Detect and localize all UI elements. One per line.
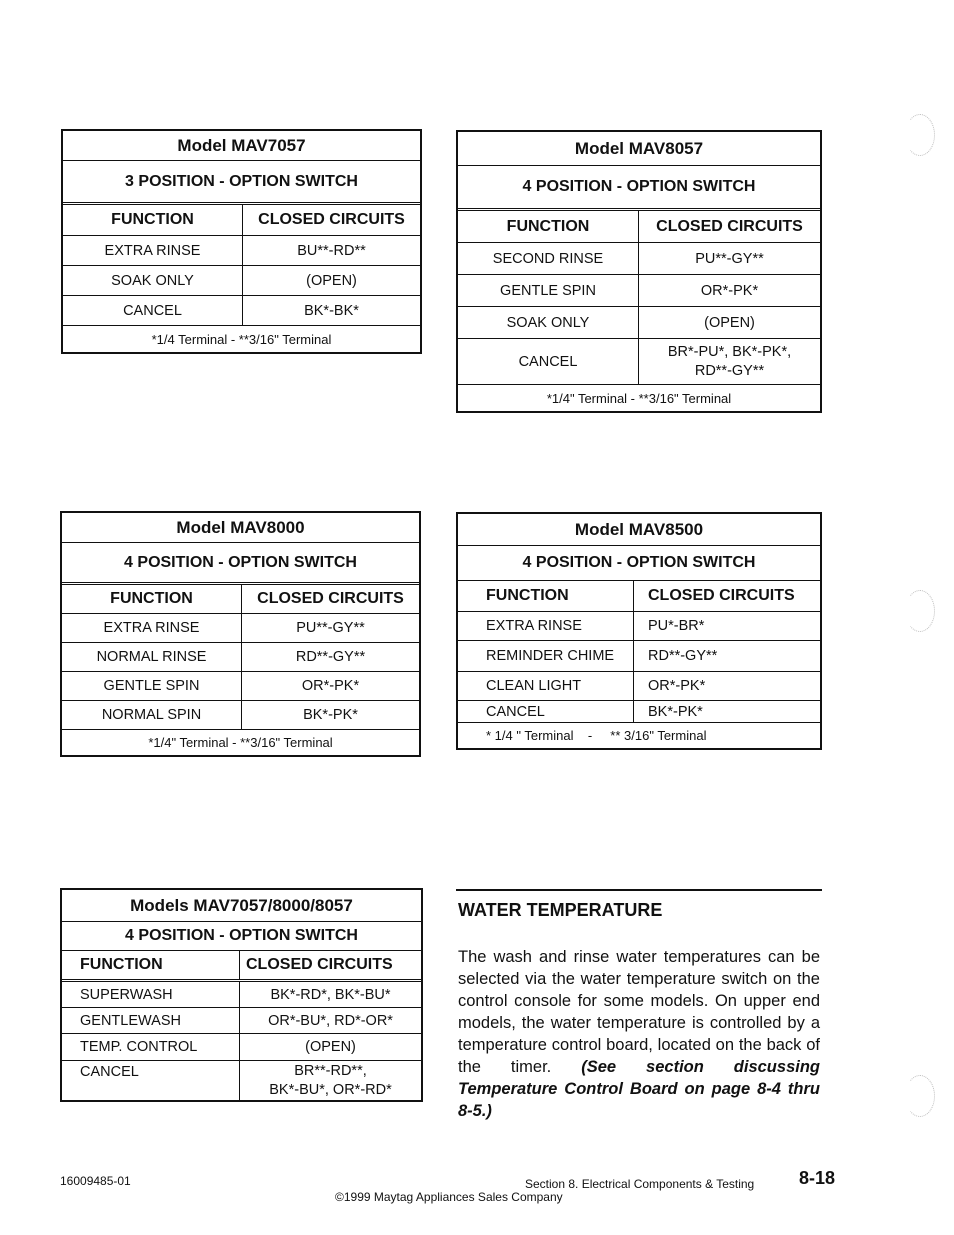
circuit-cell: OR*-PK* (648, 678, 706, 694)
function-cell: REMINDER CHIME (458, 641, 634, 671)
table-subtitle: 4 POSITION - OPTION SWITCH (522, 178, 756, 195)
header-closed-circuits: CLOSED CIRCUITS (656, 217, 803, 235)
page-number: 8-18 (799, 1168, 836, 1188)
section-body (458, 946, 820, 1122)
table-row (62, 1034, 421, 1061)
circuit-cell: OR*-BU*, RD*-OR* (268, 1012, 393, 1029)
table-mav8500 (456, 512, 822, 750)
table-header-row (62, 585, 419, 614)
table-subtitle-row (458, 546, 820, 581)
header-closed-circuits: CLOSED CIRCUITS (648, 587, 795, 604)
table-mav8000 (60, 511, 421, 757)
table-row (458, 701, 820, 723)
function-cell: CLEAN LIGHT (458, 672, 634, 700)
table-mav7057 (61, 129, 422, 354)
table-title: Model MAV7057 (177, 135, 306, 155)
section-rule (456, 889, 822, 891)
circuit-cell: (OPEN) (305, 1039, 356, 1055)
function-cell: CANCEL (62, 1061, 240, 1100)
function-cell: TEMP. CONTROL (62, 1034, 240, 1060)
table-title-row (458, 514, 820, 546)
circuit-cell: PU**-GY** (695, 250, 764, 267)
table-title-row (62, 890, 421, 922)
table-subtitle: 4 POSITION - OPTION SWITCH (522, 554, 756, 571)
section-reference: (See section discussing Temperature Control Board on page 8-4 thru 8-5.) (458, 1058, 820, 1120)
function-cell: EXTRA RINSE (62, 614, 242, 642)
header-function: FUNCTION (62, 585, 242, 613)
table-subtitle-row (63, 161, 420, 205)
table-row (458, 243, 820, 275)
function-cell: SUPERWASH (62, 982, 240, 1007)
table-subtitle: 3 POSITION - OPTION SWITCH (125, 172, 358, 190)
table-note-row (458, 385, 820, 411)
table-row (63, 296, 420, 326)
terminal-note: *1/4" Terminal - **3/16" Terminal (546, 390, 732, 406)
table-row (62, 672, 419, 701)
section-title: WATER TEMPERATURE (458, 900, 663, 920)
function-cell: GENTLEWASH (62, 1008, 240, 1033)
table-row (458, 339, 820, 385)
function-cell: CANCEL (458, 339, 639, 384)
circuit-cell: PU**-GY** (296, 620, 365, 636)
function-cell: EXTRA RINSE (458, 612, 634, 640)
table-row (62, 614, 419, 643)
circuit-cell: BR*-PU*, BK*-PK*, RD**-GY** (667, 343, 792, 379)
header-function: FUNCTION (458, 211, 639, 242)
table-header-row (62, 951, 421, 982)
function-cell: NORMAL SPIN (62, 701, 242, 729)
table-subtitle-row (458, 166, 820, 211)
circuit-cell: OR*-PK* (700, 282, 759, 299)
table-title: Model MAV8500 (574, 519, 704, 539)
header-function: FUNCTION (458, 581, 634, 611)
table-row (62, 982, 421, 1008)
function-cell: EXTRA RINSE (63, 236, 243, 265)
table-row (63, 236, 420, 266)
function-cell: GENTLE SPIN (458, 275, 639, 306)
table-note-row (62, 730, 419, 755)
header-closed-circuits: CLOSED CIRCUITS (246, 956, 393, 973)
binder-hole-mark (905, 1075, 935, 1117)
table-row (458, 641, 820, 672)
circuit-cell: OR*-PK* (301, 678, 360, 694)
table-row (458, 307, 820, 339)
table-row (62, 701, 419, 730)
table-header-row (458, 211, 820, 243)
circuit-cell: BR**-RD**, BK*-BU*, OR*-RD* (269, 1062, 392, 1098)
table-subtitle: 4 POSITION - OPTION SWITCH (125, 927, 358, 944)
terminal-note: *1/4 Terminal - **3/16" Terminal (151, 331, 332, 347)
header-function: FUNCTION (63, 205, 243, 235)
function-cell: GENTLE SPIN (62, 672, 242, 700)
section-label: Section 8. Electrical Components & Testing (525, 1177, 755, 1191)
function-cell: SOAK ONLY (458, 307, 639, 338)
section-text: The wash and rinse water temperatures can be selected via the water temperature switch on the control console for some models. On upper end models, the water temperature is controlled by a temperature control board, located on the back of the timer. (458, 948, 820, 1076)
terminal-note: * 1/4 " Terminal - ** 3/16" Terminal (486, 728, 707, 743)
table-row (62, 1061, 421, 1100)
function-cell: NORMAL RINSE (62, 643, 242, 671)
table-mav7057-8000-8057 (60, 888, 423, 1102)
table-note-row (63, 326, 420, 352)
table-row (62, 1008, 421, 1034)
binder-hole-mark (905, 590, 935, 632)
table-header-row (458, 581, 820, 612)
table-title: Model MAV8057 (574, 138, 704, 158)
circuit-cell: RD**-GY** (295, 649, 366, 665)
table-subtitle-row (62, 922, 421, 951)
circuit-cell: (OPEN) (306, 272, 357, 289)
table-row (458, 612, 820, 641)
header-closed-circuits: CLOSED CIRCUITS (257, 590, 404, 607)
circuit-cell: PU*-BR* (648, 618, 705, 634)
circuit-cell: (OPEN) (704, 314, 755, 331)
circuit-cell: BU**-RD** (297, 242, 366, 259)
table-row (62, 643, 419, 672)
circuit-cell: BK*-PK* (303, 707, 358, 723)
binder-hole-mark (905, 114, 935, 156)
table-title: Models MAV7057/8000/8057 (130, 895, 353, 915)
circuit-cell: BK*-RD*, BK*-BU* (270, 986, 391, 1003)
header-closed-circuits: CLOSED CIRCUITS (258, 211, 405, 228)
table-subtitle: 4 POSITION - OPTION SWITCH (124, 553, 357, 571)
terminal-note: *1/4" Terminal - **3/16" Terminal (148, 735, 333, 750)
table-title: Model MAV8000 (176, 517, 305, 537)
circuit-cell: BK*-PK* (648, 703, 703, 720)
table-row (458, 672, 820, 701)
function-cell: CANCEL (458, 701, 634, 722)
table-title-row (458, 132, 820, 166)
table-title-row (62, 513, 419, 543)
table-note-row (458, 723, 820, 748)
circuit-cell: RD**-GY** (648, 648, 718, 664)
document-number: 16009485-01 (60, 1174, 131, 1188)
function-cell: CANCEL (63, 296, 243, 325)
copyright: ©1999 Maytag Appliances Sales Company (335, 1190, 563, 1204)
table-subtitle-row (62, 543, 419, 585)
table-header-row (63, 205, 420, 236)
function-cell: SOAK ONLY (63, 266, 243, 295)
table-mav8057 (456, 130, 822, 413)
table-row (458, 275, 820, 307)
header-function: FUNCTION (62, 951, 240, 979)
table-title-row (63, 131, 420, 161)
table-row (63, 266, 420, 296)
circuit-cell: BK*-BK* (304, 302, 359, 319)
function-cell: SECOND RINSE (458, 243, 639, 274)
